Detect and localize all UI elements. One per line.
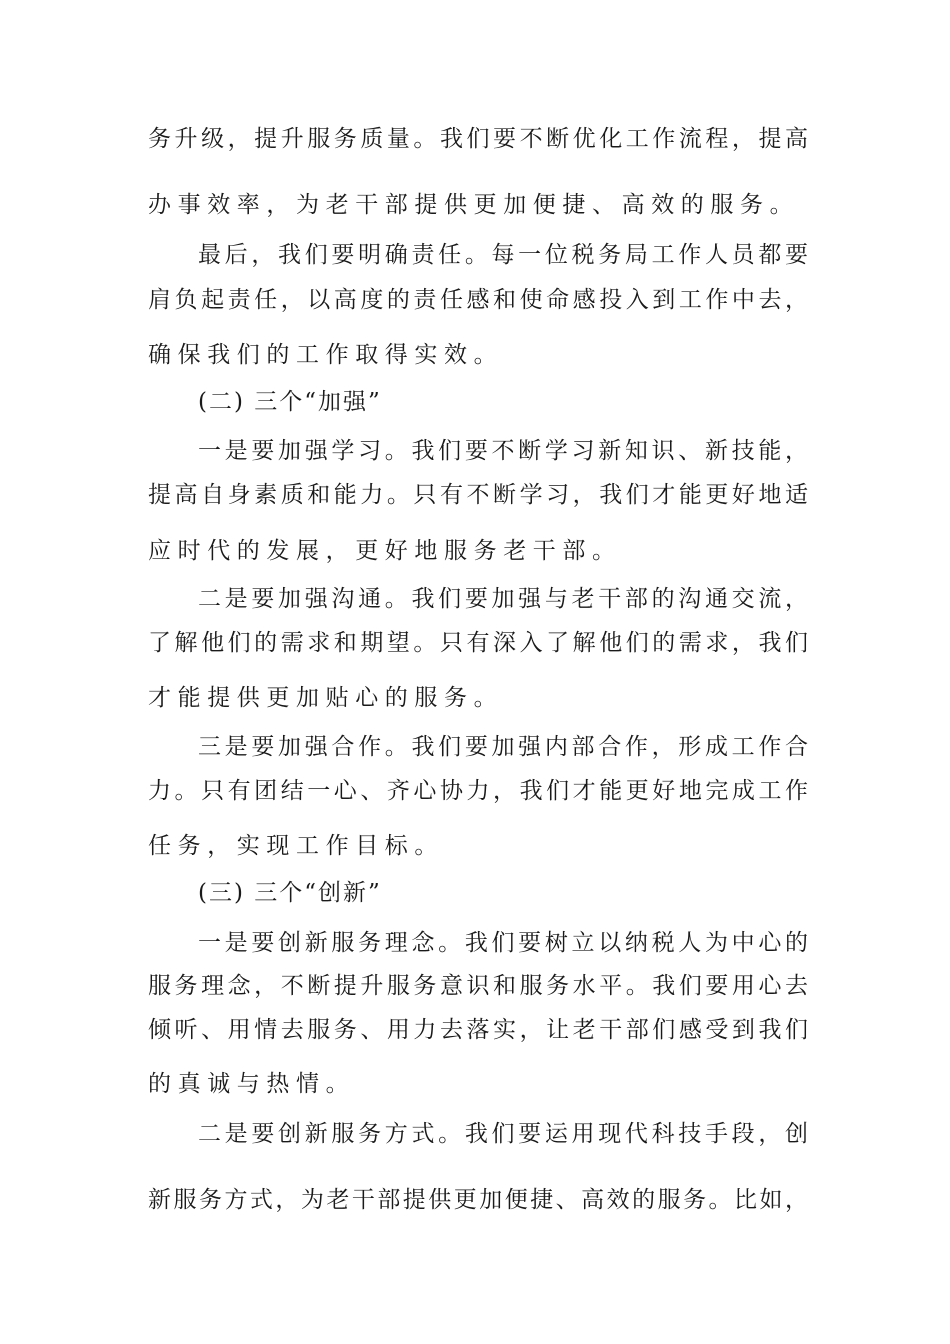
- paragraph-line: 三是要加强合作。我们要加强内部合作，形成工作合: [198, 734, 808, 760]
- paragraph-line: 任务，实现工作目标。: [148, 833, 444, 859]
- paragraph-line: 办事效率，为老干部提供更加便捷、高效的服务。: [148, 192, 800, 218]
- paragraph-line: 二是要创新服务方式。我们要运用现代科技手段，创: [198, 1121, 808, 1147]
- paragraph-line: 服务理念，不断提升服务意识和服务水平。我们要用心去: [148, 973, 808, 999]
- paragraph-line: 新服务方式，为老干部提供更加便捷、高效的服务。比如，: [148, 1187, 808, 1213]
- paragraph-line: 力。只有团结一心、齐心协力，我们才能更好地完成工作: [148, 778, 808, 804]
- section-heading: (二) 三个“加强”: [198, 389, 382, 415]
- paragraph-line: 最后，我们要明确责任。每一位税务局工作人员都要: [198, 242, 808, 268]
- paragraph-line: 才能提供更加贴心的服务。: [148, 685, 504, 711]
- paragraph-line: 一是要创新服务理念。我们要树立以纳税人为中心的: [198, 930, 808, 956]
- paragraph-line: 倾听、用情去服务、用力去落实，让老干部们感受到我们: [148, 1017, 808, 1043]
- paragraph-line: 确保我们的工作取得实效。: [148, 342, 504, 368]
- paragraph-line: 二是要加强沟通。我们要加强与老干部的沟通交流，: [198, 586, 808, 612]
- paragraph-line: 了解他们的需求和期望。只有深入了解他们的需求，我们: [148, 630, 808, 656]
- paragraph-line: 务升级，提升服务质量。我们要不断优化工作流程，提高: [148, 126, 808, 152]
- paragraph-line: 肩负起责任，以高度的责任感和使命感投入到工作中去，: [148, 287, 808, 313]
- section-heading: (三) 三个“创新”: [198, 880, 382, 906]
- paragraph-line: 提高自身素质和能力。只有不断学习，我们才能更好地适: [148, 482, 808, 508]
- paragraph-line: 应时代的发展，更好地服务老干部。: [148, 538, 622, 564]
- paragraph-line: 一是要加强学习。我们要不断学习新知识、新技能，: [198, 438, 808, 464]
- paragraph-line: 的真诚与热情。: [148, 1071, 356, 1097]
